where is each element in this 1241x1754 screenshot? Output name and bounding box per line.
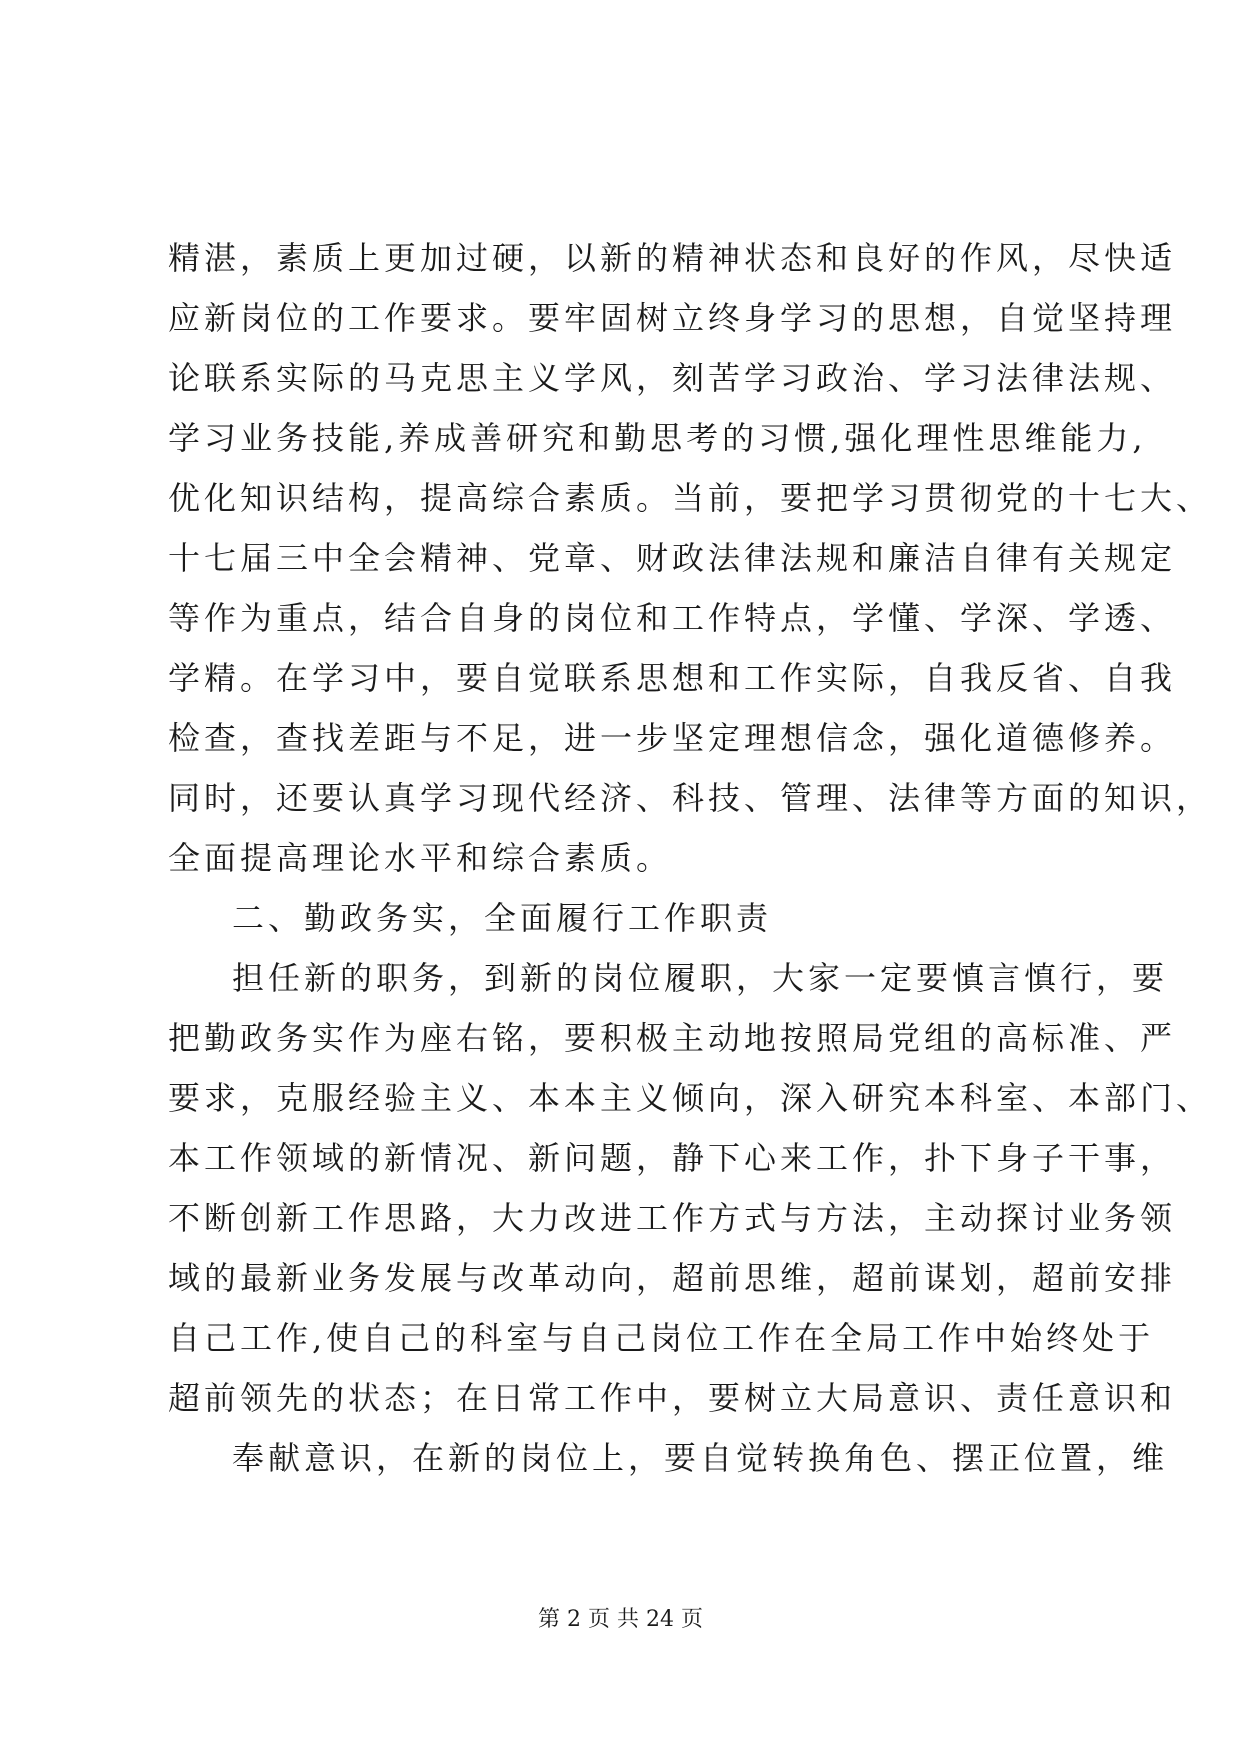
text-line: 同时，还要认真学习现代经济、科技、管理、法律等方面的知识， [168,779,1213,817]
section-heading: 二、勤政务实，全面履行工作职责 [232,899,773,937]
text-line: 自己工作,使自己的科室与自己岗位工作在全局工作中始终处于 [168,1319,1155,1357]
text-line: 精湛，素质上更加过硬，以新的精神状态和良好的作风，尽快适 [168,239,1177,277]
text-line: 要求，克服经验主义、本本主义倾向，深入研究本科室、本部门、 [168,1079,1213,1117]
text-line: 等作为重点，结合自身的岗位和工作特点，学懂、学深、学透、 [168,599,1177,637]
text-line: 全面提高理论水平和综合素质。 [168,839,673,877]
text-line: 把勤政务实作为座右铭，要积极主动地按照局党组的高标准、严 [168,1019,1177,1057]
text-line: 超前领先的状态；在日常工作中，要树立大局意识、责任意识和 [168,1379,1177,1417]
text-line: 十七届三中全会精神、党章、财政法律法规和廉洁自律有关规定 [168,539,1177,577]
body-text [168,228,1213,1488]
page-number: 第 2 页 共 24 页 [538,1607,703,1632]
text-line: 不断创新工作思路，大力改进工作方式与方法，主动探讨业务领 [168,1199,1177,1237]
text-line: 学习业务技能,养成善研究和勤思考的习惯,强化理性思维能力, [168,419,1147,457]
text-line: 域的最新业务发展与改革动向，超前思维，超前谋划，超前安排 [168,1259,1177,1297]
text-line: 检查，查找差距与不足，进一步坚定理想信念，强化道德修养。 [168,719,1177,757]
paragraph-first-line: 担任新的职务，到新的岗位履职，大家一定要慎言慎行，要 [232,959,1169,997]
text-line: 学精。在学习中，要自觉联系思想和工作实际，自我反省、自我 [168,659,1177,697]
text-line: 应新岗位的工作要求。要牢固树立终身学习的思想，自觉坚持理 [168,299,1177,337]
text-line: 本工作领域的新情况、新问题，静下心来工作，扑下身子干事， [168,1139,1177,1177]
text-line: 优化知识结构，提高综合素质。当前，要把学习贯彻党的十七大、 [168,479,1213,517]
page-footer [0,1602,1241,1633]
text-line: 论联系实际的马克思主义学风，刻苦学习政治、学习法律法规、 [168,359,1177,397]
paragraph-first-line: 奉献意识，在新的岗位上，要自觉转换角色、摆正位置，维 [232,1439,1169,1477]
